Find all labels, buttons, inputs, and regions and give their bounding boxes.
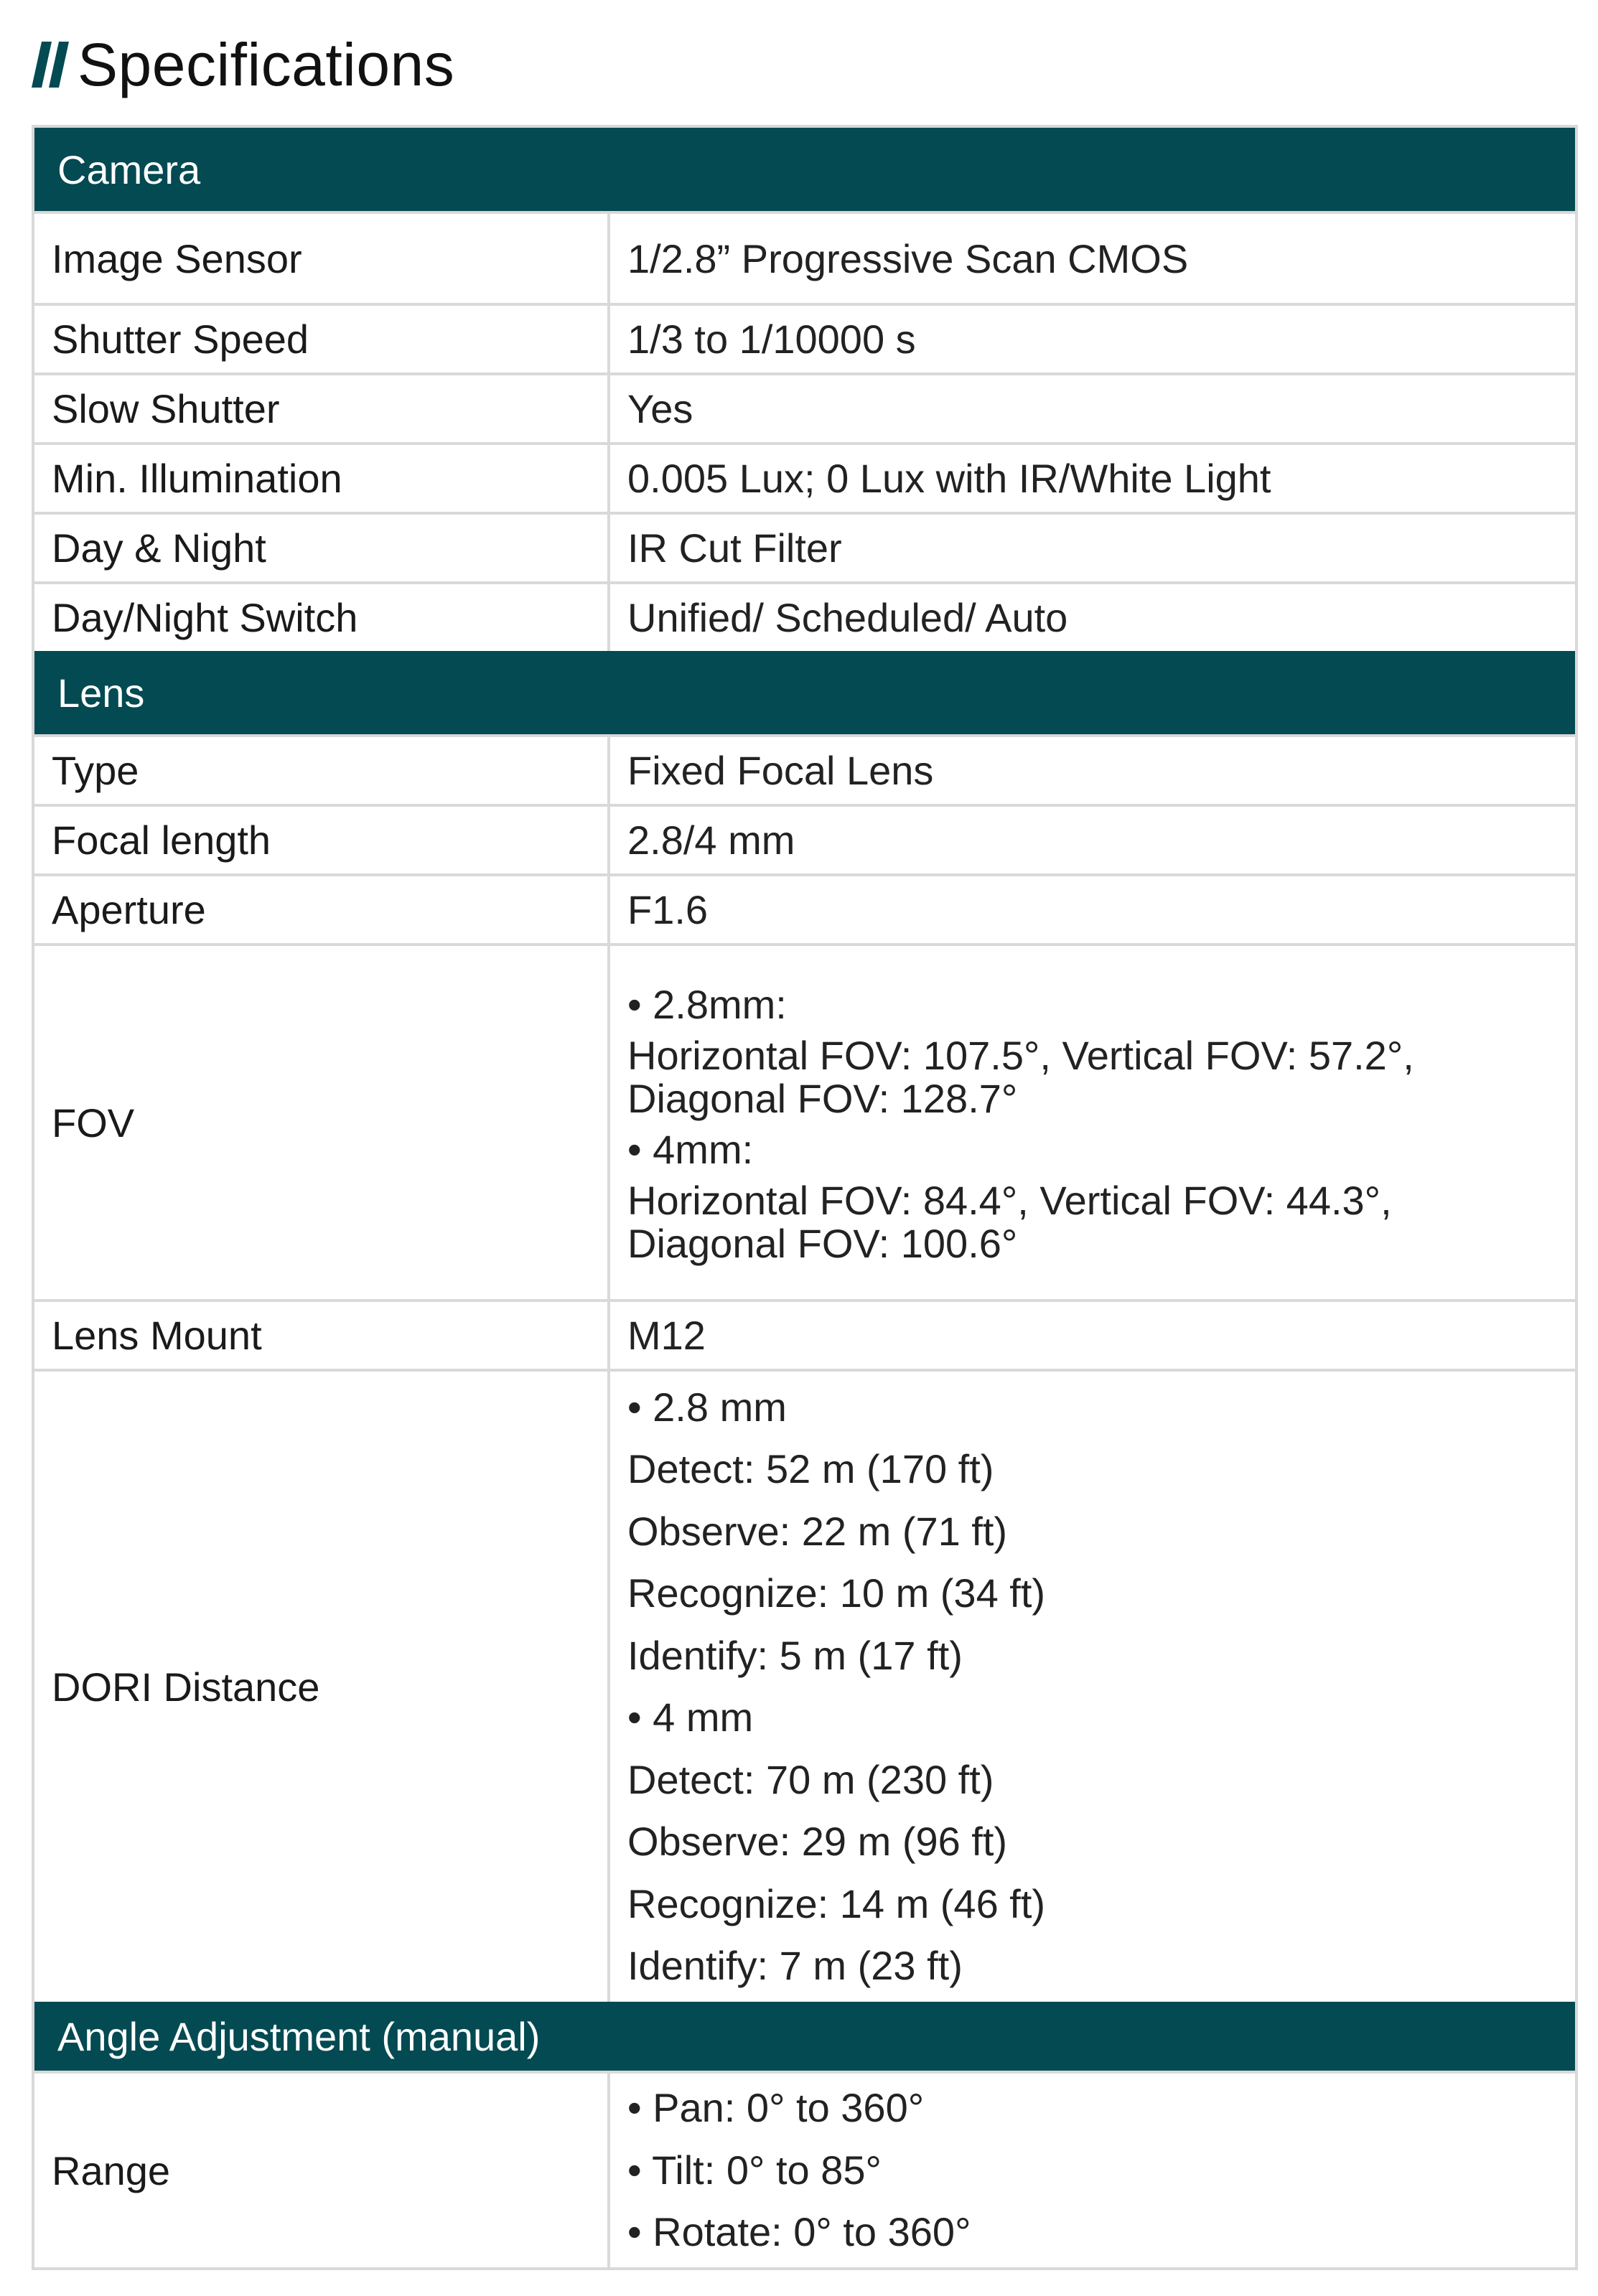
spec-value-line: • Pan: 0° to 360°	[627, 2085, 925, 2131]
spec-value-line: Horizontal FOV: 107.5°, Vertical FOV: 57.2°,	[627, 1033, 1414, 1078]
spec-value-line: • 4 mm	[627, 1695, 754, 1740]
spec-row-shutter-speed	[34, 303, 1575, 372]
spec-row-fov	[34, 943, 1575, 1299]
double-slash-icon	[32, 42, 70, 88]
spec-value: 1/3 to 1/10000 s	[627, 317, 916, 362]
spec-value: 2.8/4 mm	[627, 817, 795, 863]
spec-label: Image Sensor	[34, 214, 610, 303]
spec-value-line: Horizontal FOV: 84.4°, Vertical FOV: 44.3°,	[627, 1178, 1392, 1223]
section-title: Camera	[57, 146, 201, 192]
spec-value-line: Detect: 52 m (170 ft)	[627, 1446, 994, 1491]
spec-label: Focal length	[34, 807, 610, 873]
specifications-table	[32, 125, 1578, 2270]
spec-label: Min. Illumination	[34, 445, 610, 512]
spec-label: Shutter Speed	[34, 306, 610, 372]
spec-value-line: Recognize: 10 m (34 ft)	[627, 1570, 1046, 1616]
spec-value-line: Identify: 7 m (23 ft)	[627, 1943, 963, 1988]
spec-value: F1.6	[627, 887, 709, 932]
spec-row-day-night	[34, 512, 1575, 581]
spec-row-lens-mount	[34, 1299, 1575, 1369]
section-header-camera	[34, 128, 1575, 211]
spec-value-line: Diagonal FOV: 128.7°	[627, 1076, 1018, 1121]
spec-label: Aperture	[34, 876, 610, 943]
spec-label: Day/Night Switch	[34, 584, 610, 651]
spec-row-slow-shutter	[34, 372, 1575, 442]
section-title: Angle Adjustment (manual)	[57, 2013, 541, 2059]
spec-value-line: • Rotate: 0° to 360°	[627, 2209, 971, 2255]
spec-value: 1/2.8” Progressive Scan CMOS	[627, 235, 1189, 281]
spec-row-type	[34, 734, 1575, 804]
spec-label: FOV	[34, 946, 610, 1299]
spec-label: Range	[34, 2074, 610, 2267]
spec-value: Yes	[627, 386, 693, 431]
spec-value: 0.005 Lux; 0 Lux with IR/White Light	[627, 456, 1271, 501]
spec-value-line: Recognize: 14 m (46 ft)	[627, 1880, 1046, 1926]
spec-row-day-night-switch	[34, 581, 1575, 651]
spec-value: M12	[627, 1313, 706, 1358]
spec-value-line: • Tilt: 0° to 85°	[627, 2147, 882, 2193]
spec-value-line: Detect: 70 m (230 ft)	[627, 1756, 994, 1802]
spec-value-line: Observe: 22 m (71 ft)	[627, 1508, 1008, 1554]
spec-value-line: • 2.8 mm	[627, 1384, 787, 1430]
page-title: Specifications	[78, 30, 455, 98]
spec-row-range	[34, 2071, 1575, 2267]
spec-row-dori-distance	[34, 1369, 1575, 2002]
spec-row-image-sensor	[34, 211, 1575, 303]
section-header-lens	[34, 651, 1575, 734]
spec-row-min-illumination	[34, 442, 1575, 512]
spec-label: Type	[34, 737, 610, 804]
spec-value: Unified/ Scheduled/ Auto	[627, 595, 1068, 640]
spec-value: Fixed Focal Lens	[627, 748, 934, 793]
spec-value-line: Observe: 29 m (96 ft)	[627, 1819, 1008, 1864]
spec-value-line: Diagonal FOV: 100.6°	[627, 1221, 1018, 1266]
spec-row-focal-length	[34, 804, 1575, 873]
spec-label: Slow Shutter	[34, 375, 610, 442]
section-header-angle-adjustment	[34, 2002, 1575, 2071]
spec-label: DORI Distance	[34, 1372, 610, 2002]
section-title: Lens	[57, 670, 145, 716]
page-title-block	[32, 29, 454, 100]
spec-row-aperture	[34, 873, 1575, 943]
spec-value-line: • 4mm:	[627, 1127, 754, 1172]
spec-label: Lens Mount	[34, 1302, 610, 1369]
spec-value-line: Identify: 5 m (17 ft)	[627, 1632, 963, 1678]
spec-value-line: • 2.8mm:	[627, 982, 787, 1027]
spec-label: Day & Night	[34, 515, 610, 581]
spec-value: IR Cut Filter	[627, 525, 842, 571]
